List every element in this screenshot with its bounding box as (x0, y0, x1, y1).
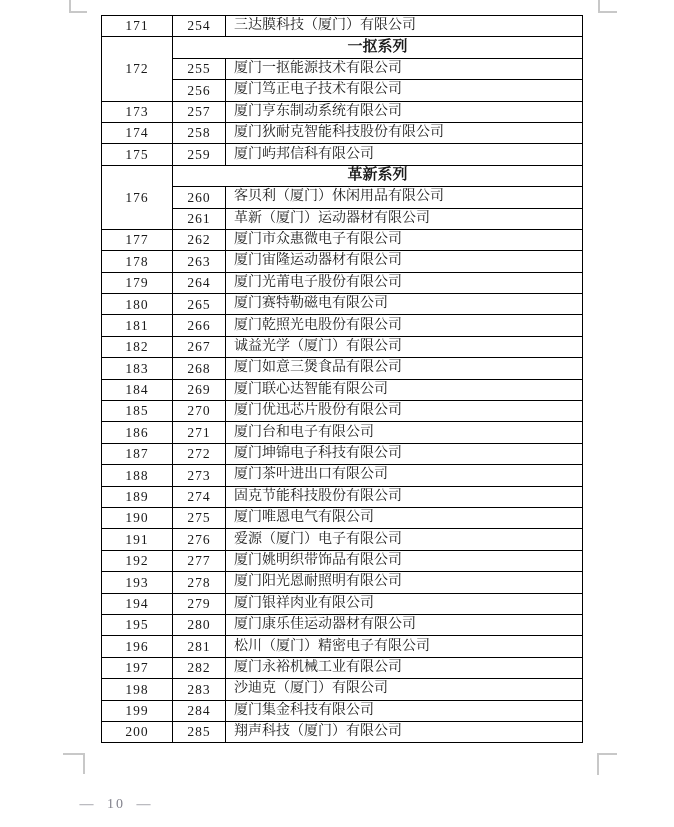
table-row (102, 187, 583, 208)
table-row (102, 700, 583, 721)
company-cell: 翔声科技（厦门）有限公司 (226, 721, 583, 742)
table-row (102, 614, 583, 635)
company-cell: 厦门赛特勒磁电有限公司 (226, 294, 583, 315)
num-cell: 266 (173, 315, 226, 336)
num-cell: 278 (173, 572, 226, 593)
company-cell: 三达膜科技（厦门）有限公司 (226, 16, 583, 37)
company-cell: 爱源（厦门）电子有限公司 (226, 529, 583, 550)
table-row (102, 486, 583, 507)
num-cell: 269 (173, 379, 226, 400)
crop-mark-top-right (598, 0, 617, 13)
company-cell: 厦门银祥肉业有限公司 (226, 593, 583, 614)
seq-cell: 171 (102, 16, 173, 37)
seq-cell: 188 (102, 465, 173, 486)
table-row (102, 636, 583, 657)
crop-mark-top-left (69, 0, 87, 13)
seq-cell: 193 (102, 572, 173, 593)
num-cell: 283 (173, 679, 226, 700)
table-row (102, 229, 583, 250)
company-cell: 厦门如意三煲食品有限公司 (226, 358, 583, 379)
num-cell: 281 (173, 636, 226, 657)
seq-cell: 192 (102, 550, 173, 571)
num-cell: 259 (173, 144, 226, 165)
num-cell: 254 (173, 16, 226, 37)
table-row (102, 379, 583, 400)
seq-cell: 183 (102, 358, 173, 379)
num-cell: 262 (173, 229, 226, 250)
company-cell: 厦门台和电子有限公司 (226, 422, 583, 443)
seq-cell: 185 (102, 401, 173, 422)
table-row (102, 529, 583, 550)
num-cell: 280 (173, 614, 226, 635)
seq-cell: 197 (102, 657, 173, 678)
table-row (102, 165, 583, 186)
table-row (102, 208, 583, 229)
company-cell: 诚益光学（厦门）有限公司 (226, 336, 583, 357)
seq-cell: 177 (102, 229, 173, 250)
num-cell: 257 (173, 101, 226, 122)
page-number: — 10 — (79, 797, 153, 812)
company-cell: 厦门阳光恩耐照明有限公司 (226, 572, 583, 593)
num-cell: 275 (173, 507, 226, 528)
company-cell: 厦门一抠能源技术有限公司 (226, 58, 583, 79)
company-cell: 厦门联心达智能有限公司 (226, 379, 583, 400)
seq-cell: 191 (102, 529, 173, 550)
num-cell: 270 (173, 401, 226, 422)
company-cell: 厦门亨东制动系统有限公司 (226, 101, 583, 122)
num-cell: 256 (173, 80, 226, 101)
num-cell: 279 (173, 593, 226, 614)
table-row (102, 358, 583, 379)
table-row (102, 657, 583, 678)
table-row (102, 572, 583, 593)
company-cell: 厦门宙隆运动器材有限公司 (226, 251, 583, 272)
company-cell: 厦门笃正电子技术有限公司 (226, 80, 583, 101)
table-row (102, 443, 583, 464)
seq-cell: 172 (102, 37, 173, 101)
table-row (102, 315, 583, 336)
company-cell: 沙迪克（厦门）有限公司 (226, 679, 583, 700)
num-cell: 272 (173, 443, 226, 464)
seq-cell: 179 (102, 272, 173, 293)
table-row (102, 294, 583, 315)
table-row (102, 16, 583, 37)
company-cell: 厦门永裕机械工业有限公司 (226, 657, 583, 678)
num-cell: 284 (173, 700, 226, 721)
num-cell: 274 (173, 486, 226, 507)
company-cell: 厦门市众惠微电子有限公司 (226, 229, 583, 250)
seq-cell: 175 (102, 144, 173, 165)
seq-cell: 194 (102, 593, 173, 614)
seq-cell: 184 (102, 379, 173, 400)
table-row (102, 550, 583, 571)
num-cell: 271 (173, 422, 226, 443)
crop-mark-bottom-left (63, 753, 85, 774)
table-row (102, 336, 583, 357)
company-cell: 松川（厦门）精密电子有限公司 (226, 636, 583, 657)
table-row (102, 422, 583, 443)
company-cell: 厦门茶叶进出口有限公司 (226, 465, 583, 486)
num-cell: 277 (173, 550, 226, 571)
table-row (102, 507, 583, 528)
num-cell: 255 (173, 58, 226, 79)
table-row (102, 465, 583, 486)
num-cell: 260 (173, 187, 226, 208)
seq-cell: 174 (102, 122, 173, 143)
seq-cell: 181 (102, 315, 173, 336)
table-row (102, 721, 583, 742)
table-row (102, 679, 583, 700)
company-table (101, 15, 583, 743)
table-row (102, 272, 583, 293)
table-row (102, 37, 583, 58)
seq-cell: 182 (102, 336, 173, 357)
seq-cell: 189 (102, 486, 173, 507)
num-cell: 264 (173, 272, 226, 293)
seq-cell: 200 (102, 721, 173, 742)
section-header-cell: 革新系列 (173, 165, 583, 186)
num-cell: 273 (173, 465, 226, 486)
company-cell: 厦门光莆电子股份有限公司 (226, 272, 583, 293)
num-cell: 268 (173, 358, 226, 379)
seq-cell: 178 (102, 251, 173, 272)
table-row (102, 401, 583, 422)
table-row (102, 251, 583, 272)
company-cell: 厦门屿邦信科有限公司 (226, 144, 583, 165)
num-cell: 258 (173, 122, 226, 143)
table-row (102, 80, 583, 101)
crop-mark-bottom-right (597, 753, 617, 775)
company-cell: 厦门唯恩电气有限公司 (226, 507, 583, 528)
seq-cell: 173 (102, 101, 173, 122)
seq-cell: 195 (102, 614, 173, 635)
num-cell: 263 (173, 251, 226, 272)
company-cell: 厦门姚明织带饰品有限公司 (226, 550, 583, 571)
seq-cell: 186 (102, 422, 173, 443)
company-cell: 厦门坤锦电子科技有限公司 (226, 443, 583, 464)
company-cell: 厦门集金科技有限公司 (226, 700, 583, 721)
seq-cell: 187 (102, 443, 173, 464)
num-cell: 265 (173, 294, 226, 315)
table-row (102, 144, 583, 165)
num-cell: 285 (173, 721, 226, 742)
company-cell: 厦门康乐佳运动器材有限公司 (226, 614, 583, 635)
company-cell: 厦门狄耐克智能科技股份有限公司 (226, 122, 583, 143)
company-cell: 厦门乾照光电股份有限公司 (226, 315, 583, 336)
table-row (102, 122, 583, 143)
company-cell: 厦门优迅芯片股份有限公司 (226, 401, 583, 422)
num-cell: 267 (173, 336, 226, 357)
num-cell: 276 (173, 529, 226, 550)
seq-cell: 180 (102, 294, 173, 315)
section-header-cell: 一抠系列 (173, 37, 583, 58)
seq-cell: 199 (102, 700, 173, 721)
table-row (102, 101, 583, 122)
company-cell: 革新（厦门）运动器材有限公司 (226, 208, 583, 229)
seq-cell: 190 (102, 507, 173, 528)
company-cell: 固克节能科技股份有限公司 (226, 486, 583, 507)
seq-cell: 196 (102, 636, 173, 657)
company-cell: 客贝利（厦门）休闲用品有限公司 (226, 187, 583, 208)
num-cell: 282 (173, 657, 226, 678)
seq-cell: 176 (102, 165, 173, 229)
table-row (102, 58, 583, 79)
table-row (102, 593, 583, 614)
num-cell: 261 (173, 208, 226, 229)
seq-cell: 198 (102, 679, 173, 700)
